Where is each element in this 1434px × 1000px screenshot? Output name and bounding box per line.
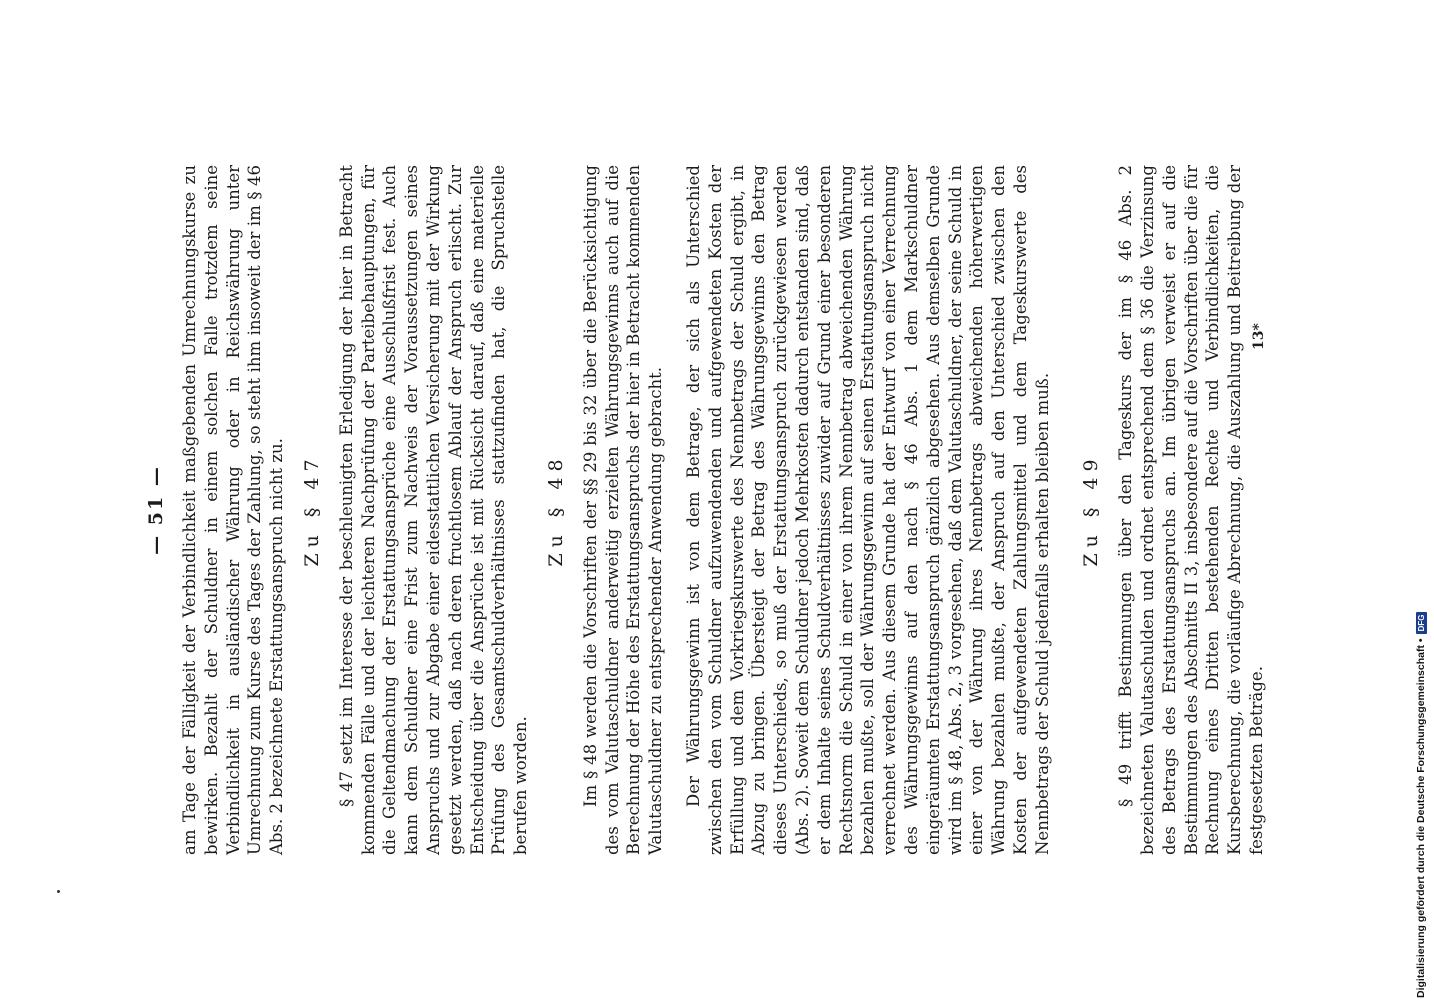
rotated-page (145, 165, 1285, 855)
section-heading-49: Zu § 49 (1080, 453, 1103, 567)
scan-speck (57, 890, 60, 893)
dfg-credit-text: Digitalisierung gefördert durch die Deutsche Forschungsgemeinschaft • (1415, 638, 1427, 998)
paragraph-49: § 49 trifft Bestimmungen über den Tageskurs der im § 46 Abs. 2 bezeichneten Valutaschulden und ordnet entsprechend dem § 36 die Verzinsung des Betrags des Erstattungsanspruchs an. Im übrigen verweist er auf die Bestimmungen des Abschnitts II 3, insbesondere auf die Vorschriften über die für Rechnung eines Dritten bestehenden Rechte und Verbindlichkeiten, die Kursberechnung, die vorläufige Abrechnung, die Auszahlung und Beitreibung der festgesetzten Beträge. (1116, 165, 1267, 855)
dfg-side-note (1412, 608, 1430, 998)
section-heading-47: Zu § 47 (300, 453, 323, 567)
paragraph-48a: Im § 48 werden die Vorschriften der §§ 29 bis 32 über die Berücksichtigung des vom Valutaschuldner anderweitig erzielten Währungsgewinns auch auf die Berechnung der Höhe des Erstattungsanspruchs der hier in Betracht kommenden Valutaschuldner zu entsprechender Anwendung gebracht. (580, 165, 666, 855)
signature-mark: 13* (1251, 323, 1267, 350)
paragraph-intro: am Tage der Fälligkeit der Verbindlichkeit maßgebenden Umrechnungskurse zu bewirken. Bezahlt der Schuldner in einem solchen Falle trotzdem seine Verbindlichkeit in ausländischer Währung oder in Reichswährung unter Umrechnung zum Kurse des Tages der Zahlung, so steht ihm insoweit der im § 46 Abs. 2 bezeichnete Erstattungsanspruch nicht zu. (180, 165, 287, 855)
paragraph-47: § 47 setzt im Interesse der beschleunigten Erledigung der hier in Betracht kommenden Fälle und der leichteren Nachprüfung der Parteibehauptungen, für die Geltendmachung der Erstattungsansprüche eine Ausschlußfrist fest. Auch kann dem Schuldner eine Frist zum Nachweis der Voraussetzungen seines Anspruchs und zur Abgabe einer eidesstattlichen Versicherung mit der Wirkung gesetzt werden, daß nach deren fruchtlosem Ablauf der Anspruch erlischt. Zur Entscheidung über die Ansprüche ist mit Rücksicht darauf, daß eine materielle Prüfung des Gesamtschuldverhältnisses stattzufinden hat, die Spruchstelle berufen worden. (336, 165, 531, 855)
dfg-logo-badge: DFG (1416, 612, 1427, 635)
paragraph-48b: Der Währungsgewinn ist von dem Betrage, der sich als Unterschied zwischen den vom Schuldner aufzuwendenden und aufgewendeten Kosten der Erfüllung und dem Vorkriegskurswerte des Nennbetrags der Schuld ergibt, in Abzug zu bringen. Übersteigt der Betrag des Währungsgewinns den Betrag dieses Unterschieds, so muß der Erstattungsanspruch zurückgewiesen werden (Abs. 2). Soweit dem Schuldner jedoch Mehrkosten dadurch entstanden sind, daß er dem Inhalte seines Schuldverhältnisses zuwider auf Grund einer besonderen Rechtsnorm die Schuld in einer von ihrem Nennbetrag abweichenden Währung bezahlen mußte, soll der Währungsgewinn auf seinen Erstattungsanspruch nicht verrechnet werden. Aus diesem Grunde hat der Entwurf von einer Verrechnung des Währungsgewinns auf den nach § 46 Abs. 1 dem Markschuldner eingeräumten Erstattungsanspruch gänzlich abgesehen. Aus demselben Grunde wird im § 48, Abs. 2, 3 vorgesehen, daß dem Valutaschuldner, der seine Schuld in einer von der Währung ihres Nennbetrags abweichenden höherwertigen Währung bezahlen mußte, der Anspruch auf den Unterschied zwischen den Kosten der aufgewendeten Zahlungsmittel und dem Tageskurswerte des Nennbetrags der Schuld jedenfalls erhalten bleiben muß. (683, 165, 1052, 855)
body-text (179, 165, 1268, 855)
section-heading-48: Zu § 48 (544, 453, 567, 567)
page-number: — 51 — (145, 465, 167, 555)
